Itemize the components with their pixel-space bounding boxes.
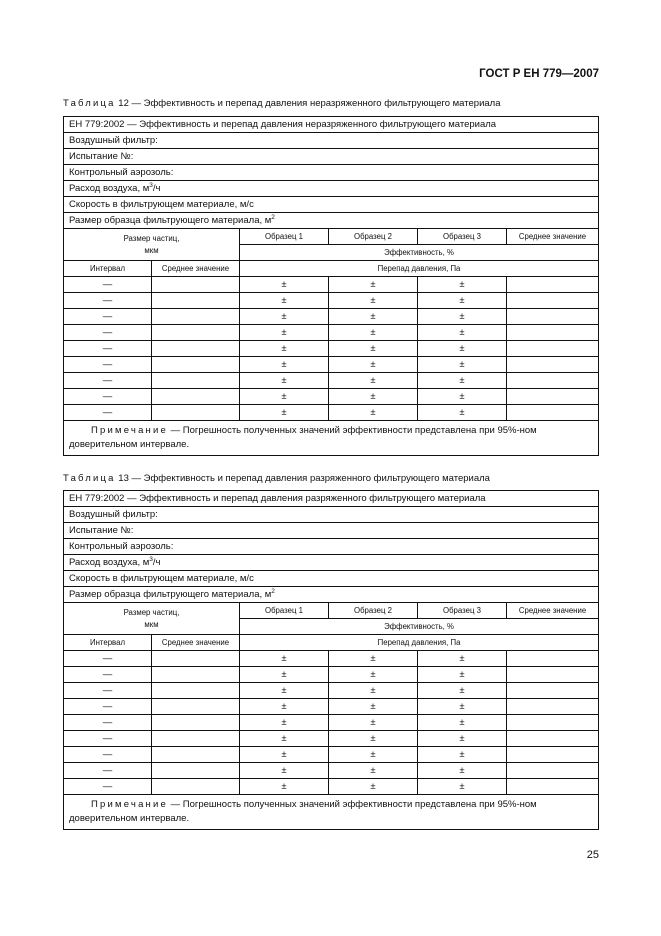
sample-3-cell: ± — [418, 405, 507, 421]
table-row — [64, 715, 599, 731]
interval-header: Интервал — [64, 261, 152, 277]
table-note — [64, 421, 599, 456]
data-table — [63, 116, 598, 456]
air-flow-unit: /ч — [152, 557, 161, 568]
air-flow-sup: 3 — [149, 182, 153, 189]
average-cell — [507, 763, 599, 779]
sample-3-cell: ± — [418, 731, 507, 747]
sample-2-cell: ± — [329, 683, 418, 699]
particle-size-label: Размер частиц, — [123, 607, 180, 617]
speed-row: Скорость в фильтрующем материале, м/с — [64, 197, 599, 213]
sample-1-cell: ± — [240, 277, 329, 293]
sample-2-header: Образец 2 — [329, 229, 418, 245]
average-cell — [507, 373, 599, 389]
sample-3-cell: ± — [418, 341, 507, 357]
sample-2-cell: ± — [329, 373, 418, 389]
average-cell — [507, 731, 599, 747]
sample-1-cell: ± — [240, 293, 329, 309]
average-cell — [507, 747, 599, 763]
data-table — [63, 490, 598, 830]
sample-1-cell: ± — [240, 683, 329, 699]
sample-3-cell: ± — [418, 309, 507, 325]
sample-3-cell: ± — [418, 747, 507, 763]
sample-1-cell: ± — [240, 763, 329, 779]
interval-header: Интервал — [64, 635, 152, 651]
interval-average-cell — [152, 325, 240, 341]
interval-average-cell — [152, 779, 240, 795]
particle-size-label: Размер частиц, — [123, 233, 180, 243]
interval-cell: — — [64, 763, 152, 779]
sample-2-cell: ± — [329, 763, 418, 779]
sample-size-label: Размер образца фильтрующего материала, м — [69, 215, 272, 226]
average-cell — [507, 715, 599, 731]
air-filter-row: Воздушный фильтр: — [64, 133, 599, 149]
sample-2-cell: ± — [329, 277, 418, 293]
particle-size-unit: мкм — [144, 245, 159, 255]
sample-size-sup: 2 — [271, 588, 275, 595]
sample-3-cell: ± — [418, 699, 507, 715]
sample-2-cell: ± — [329, 779, 418, 795]
average-cell — [507, 293, 599, 309]
sample-3-header: Образец 3 — [418, 229, 507, 245]
interval-cell: — — [64, 651, 152, 667]
air-filter-row: Воздушный фильтр: — [64, 507, 599, 523]
sample-1-cell: ± — [240, 373, 329, 389]
sample-2-cell: ± — [329, 667, 418, 683]
page-number: 25 — [586, 849, 599, 861]
sample-1-cell: ± — [240, 389, 329, 405]
sample-2-cell: ± — [329, 293, 418, 309]
interval-cell: — — [64, 715, 152, 731]
sample-3-cell: ± — [418, 779, 507, 795]
interval-cell: — — [64, 309, 152, 325]
table-row — [64, 373, 599, 389]
average-cell — [507, 309, 599, 325]
sample-2-cell: ± — [329, 699, 418, 715]
average-cell — [507, 779, 599, 795]
sample-size-sup: 2 — [271, 214, 275, 221]
sample-1-cell: ± — [240, 731, 329, 747]
sample-3-cell: ± — [418, 277, 507, 293]
table-row — [64, 763, 599, 779]
sample-2-cell: ± — [329, 341, 418, 357]
air-flow-label: Расход воздуха, м — [69, 557, 150, 568]
interval-cell: — — [64, 779, 152, 795]
pressure-drop-header: Перепад давления, Па — [240, 635, 599, 651]
sample-3-cell: ± — [418, 389, 507, 405]
table-row — [64, 747, 599, 763]
sample-2-cell: ± — [329, 747, 418, 763]
interval-average-cell — [152, 667, 240, 683]
air-flow-unit: /ч — [152, 183, 161, 194]
sample-1-cell: ± — [240, 325, 329, 341]
sample-1-cell: ± — [240, 651, 329, 667]
sample-1-cell: ± — [240, 357, 329, 373]
table-row — [64, 779, 599, 795]
sample-2-cell: ± — [329, 651, 418, 667]
sample-2-cell: ± — [329, 325, 418, 341]
interval-cell: — — [64, 277, 152, 293]
sample-3-cell: ± — [418, 683, 507, 699]
interval-average-cell — [152, 651, 240, 667]
interval-cell: — — [64, 293, 152, 309]
average-cell — [507, 651, 599, 667]
table-row — [64, 357, 599, 373]
interval-cell: — — [64, 731, 152, 747]
particle-size-unit: мкм — [144, 619, 159, 629]
sample-2-cell: ± — [329, 715, 418, 731]
sample-2-cell: ± — [329, 405, 418, 421]
table-caption — [63, 473, 490, 484]
interval-average-cell — [152, 341, 240, 357]
average-cell — [507, 357, 599, 373]
average-cell — [507, 667, 599, 683]
interval-average-cell — [152, 731, 240, 747]
efficiency-header: Эффективность, % — [240, 619, 599, 635]
sample-1-cell: ± — [240, 309, 329, 325]
note-label: Примечание — [91, 425, 168, 436]
sample-1-cell: ± — [240, 699, 329, 715]
interval-average-cell — [152, 389, 240, 405]
table-row — [64, 389, 599, 405]
sample-3-cell: ± — [418, 325, 507, 341]
interval-average-header: Среднее значение — [152, 635, 240, 651]
interval-cell: — — [64, 699, 152, 715]
table-caption — [63, 98, 501, 109]
sample-3-cell: ± — [418, 293, 507, 309]
test-number-row: Испытание №: — [64, 149, 599, 165]
sample-1-cell: ± — [240, 747, 329, 763]
table-note — [64, 795, 599, 830]
average-header: Среднее значение — [507, 229, 599, 245]
efficiency-header: Эффективность, % — [240, 245, 599, 261]
sample-3-cell: ± — [418, 715, 507, 731]
sample-3-cell: ± — [418, 651, 507, 667]
interval-average-cell — [152, 699, 240, 715]
document-code: ГОСТ Р ЕН 779—2007 — [479, 68, 599, 80]
interval-average-cell — [152, 373, 240, 389]
table-row — [64, 293, 599, 309]
table-caption-label: Таблица — [63, 473, 116, 484]
table-row — [64, 277, 599, 293]
sample-1-cell: ± — [240, 667, 329, 683]
table-caption-text: 13 — Эффективность и перепад давления разряженного фильтрующего материала — [118, 473, 490, 484]
table-row — [64, 731, 599, 747]
air-flow-sup: 3 — [149, 556, 153, 563]
average-header: Среднее значение — [507, 603, 599, 619]
interval-cell: — — [64, 357, 152, 373]
table-row — [64, 405, 599, 421]
average-cell — [507, 683, 599, 699]
sample-2-cell: ± — [329, 389, 418, 405]
table-row — [64, 699, 599, 715]
sample-1-cell: ± — [240, 779, 329, 795]
table-row — [64, 325, 599, 341]
table-row — [64, 341, 599, 357]
interval-cell: — — [64, 373, 152, 389]
average-cell — [507, 277, 599, 293]
test-number-row: Испытание №: — [64, 523, 599, 539]
sample-2-header: Образец 2 — [329, 603, 418, 619]
interval-cell: — — [64, 389, 152, 405]
interval-average-header: Среднее значение — [152, 261, 240, 277]
interval-cell: — — [64, 325, 152, 341]
interval-average-cell — [152, 293, 240, 309]
average-cell — [507, 325, 599, 341]
average-cell — [507, 341, 599, 357]
table-title-row: ЕН 779:2002 — Эффективность и перепад давления разряженного фильтрующего материала — [64, 491, 599, 507]
sample-size-row — [64, 213, 599, 229]
particle-size-header — [64, 229, 240, 261]
note-text: — Погрешность полученных значений эффективности представлена при 95%-ном доверительном интервале. — [69, 425, 537, 450]
table-row — [64, 651, 599, 667]
aerosol-row: Контрольный аэрозоль: — [64, 165, 599, 181]
sample-3-cell: ± — [418, 667, 507, 683]
table-row — [64, 309, 599, 325]
sample-2-cell: ± — [329, 731, 418, 747]
sample-size-label: Размер образца фильтрующего материала, м — [69, 589, 272, 600]
pressure-drop-header: Перепад давления, Па — [240, 261, 599, 277]
interval-average-cell — [152, 747, 240, 763]
interval-average-cell — [152, 683, 240, 699]
table-row — [64, 683, 599, 699]
aerosol-row: Контрольный аэрозоль: — [64, 539, 599, 555]
sample-3-cell: ± — [418, 373, 507, 389]
speed-row: Скорость в фильтрующем материале, м/с — [64, 571, 599, 587]
interval-cell: — — [64, 341, 152, 357]
air-flow-label: Расход воздуха, м — [69, 183, 150, 194]
sample-1-cell: ± — [240, 405, 329, 421]
interval-cell: — — [64, 405, 152, 421]
sample-2-cell: ± — [329, 309, 418, 325]
interval-average-cell — [152, 357, 240, 373]
interval-average-cell — [152, 763, 240, 779]
sample-2-cell: ± — [329, 357, 418, 373]
table-title-row: ЕН 779:2002 — Эффективность и перепад давления неразряженного фильтрующего материала — [64, 117, 599, 133]
sample-3-cell: ± — [418, 763, 507, 779]
sample-1-header: Образец 1 — [240, 603, 329, 619]
interval-average-cell — [152, 309, 240, 325]
interval-cell: — — [64, 747, 152, 763]
particle-size-header — [64, 603, 240, 635]
sample-size-row — [64, 587, 599, 603]
interval-cell: — — [64, 683, 152, 699]
sample-1-cell: ± — [240, 715, 329, 731]
average-cell — [507, 405, 599, 421]
note-text: — Погрешность полученных значений эффективности представлена при 95%-ном доверительном интервале. — [69, 799, 537, 824]
note-label: Примечание — [91, 799, 168, 810]
air-flow-row — [64, 555, 599, 571]
average-cell — [507, 699, 599, 715]
average-cell — [507, 389, 599, 405]
interval-average-cell — [152, 277, 240, 293]
sample-1-cell: ± — [240, 341, 329, 357]
sample-3-header: Образец 3 — [418, 603, 507, 619]
table-caption-text: 12 — Эффективность и перепад давления неразряженного фильтрующего материала — [118, 98, 501, 109]
sample-1-header: Образец 1 — [240, 229, 329, 245]
interval-cell: — — [64, 667, 152, 683]
interval-average-cell — [152, 405, 240, 421]
interval-average-cell — [152, 715, 240, 731]
air-flow-row — [64, 181, 599, 197]
table-caption-label: Таблица — [63, 98, 116, 109]
table-row — [64, 667, 599, 683]
sample-3-cell: ± — [418, 357, 507, 373]
